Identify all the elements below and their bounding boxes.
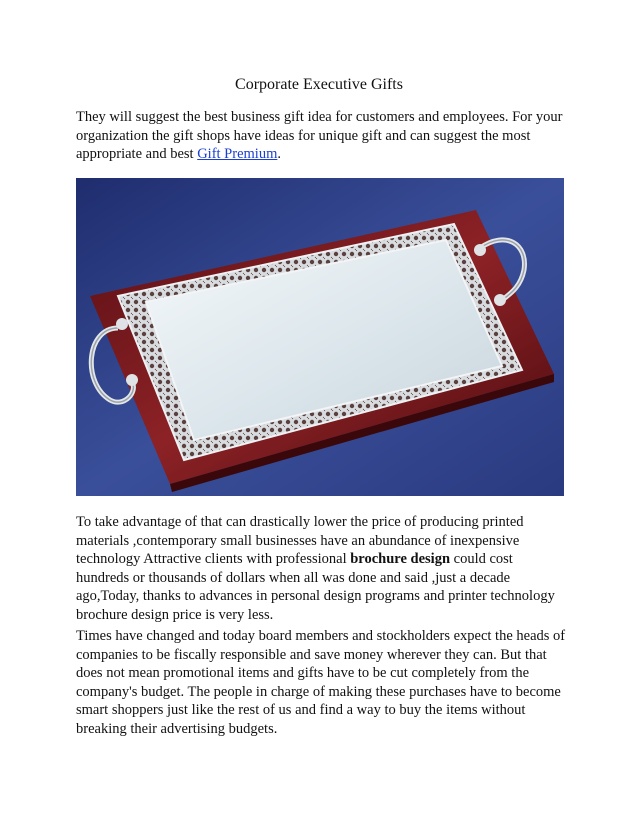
brochure-text-before: To take advantage of that can drastically lower the price of producing printed materials ,contemporary small businesses have an abundance of inexpensive technology Attractive clients with professional [76, 514, 524, 568]
intro-text: They will suggest the best business gift idea for customers and employees. For your organization the gift shops have ideas for unique gift and can suggest the most appropriate and best [76, 109, 563, 163]
brochure-paragraph [76, 513, 568, 625]
serving-tray-photo [76, 178, 564, 496]
brochure-design-bold: brochure design [350, 551, 451, 568]
intro-paragraph [76, 108, 568, 164]
page-title: Corporate Executive Gifts [235, 76, 403, 93]
gift-premium-link[interactable]: Gift Premium [197, 146, 278, 163]
brochure-text-after: could cost hundreds or thousands of dollars when all was done and said ,just a decade ago,Today, thanks to advances in personal design programs and printer technology brochure design price is very less. [76, 551, 555, 623]
intro-end: . [277, 146, 281, 163]
budget-paragraph: Times have changed and today board members and stockholders expect the heads of companies to be fiscally responsible and save money wherever they can. But that does not mean promotional items and gifts have to be cut completely from the company's budget. The people in charge of making these purchases have to become smart shoppers just like the rest of us and find a way to buy the items without breaking their advertising budgets. [76, 628, 566, 737]
